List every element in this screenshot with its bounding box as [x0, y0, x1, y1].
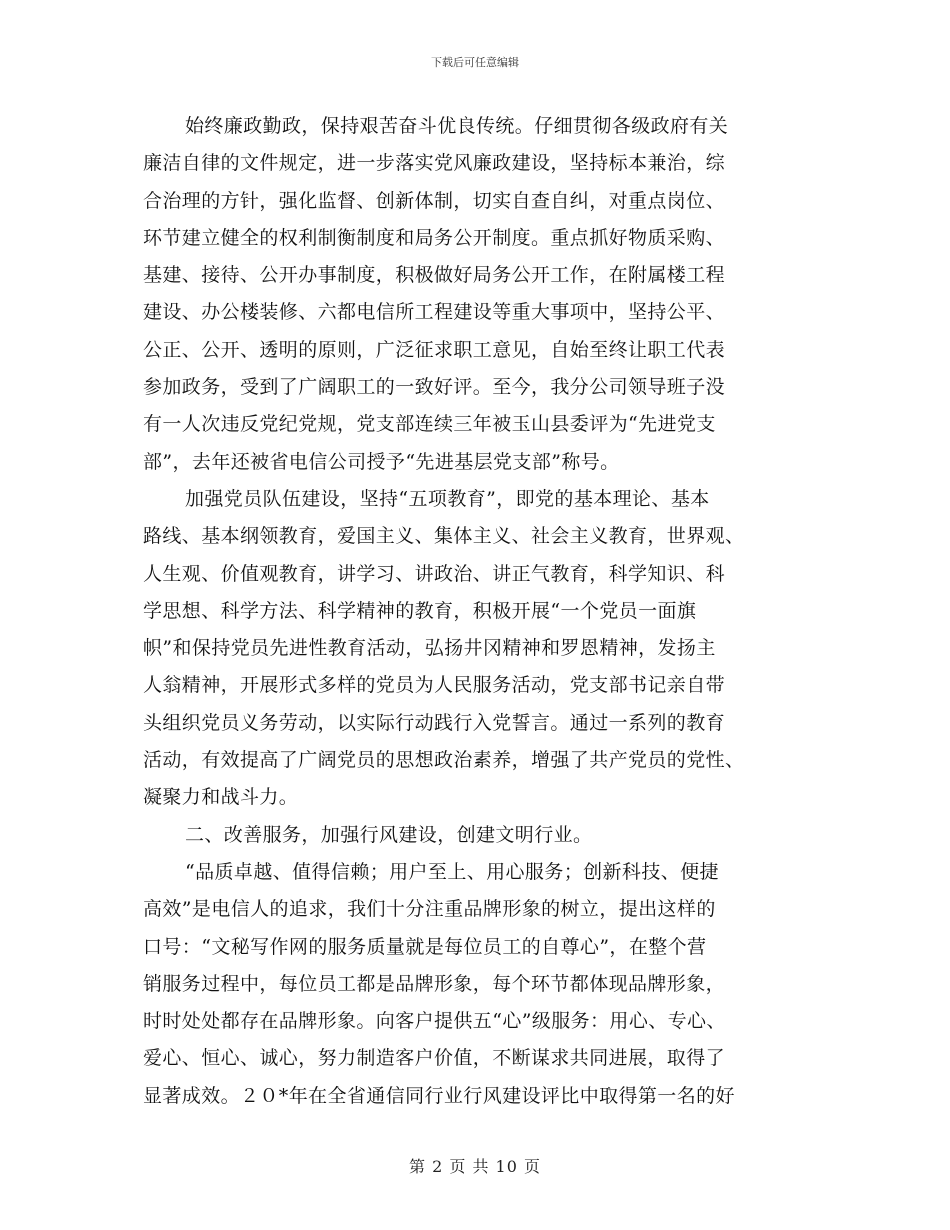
- paragraph-line: 帜”和保持党员先进性教育活动，弘扬井冈精神和罗恩精神，发扬主: [143, 637, 716, 660]
- section-heading: 二、改善服务，加强行风建设，创建文明行业。: [185, 823, 593, 846]
- paragraph-line: 爱心、恒心、诚心，努力制造客户价值，不断谋求共同进展，取得了: [143, 1047, 726, 1070]
- paragraph-line: 学思想、科学方法、科学精神的教育，积极开展“一个党员一面旗: [143, 599, 697, 622]
- paragraph-line: 凝聚力和战斗力。: [143, 786, 299, 809]
- paragraph-line: 活动，有效提高了广阔党员的思想政治素养，增强了共产党员的党性、: [143, 749, 745, 772]
- paragraph-line: 路线、基本纲领教育，爱国主义、集体主义、社会主义教育，世界观、: [143, 525, 745, 548]
- paragraph-line: 人生观、价值观教育，讲学习、讲政治、讲正气教育，科学知识、科: [143, 562, 726, 585]
- paragraph-line: 公正、公开、透明的原则，广泛征求职工意见，自始至终让职工代表: [143, 338, 726, 361]
- paragraph-line: “品质卓越、值得信赖；用户至上、用心服务；创新科技、便捷: [185, 860, 719, 883]
- document-body: [143, 108, 813, 1115]
- paragraph-line: 环节建立健全的权利制衡制度和局务公开制度。重点抓好物质采购、: [143, 226, 726, 249]
- paragraph-line: 参加政务，受到了广阔职工的一致好评。至今，我分公司领导班子没: [143, 376, 726, 399]
- paragraph-line: 时时处处都存在品牌形象。向客户提供五“心”级服务：用心、专心、: [143, 1010, 726, 1033]
- paragraph-line: 高效”是电信人的追求，我们十分注重品牌形象的树立，提出这样的: [143, 898, 716, 921]
- paragraph-line: 建设、办公楼装修、六都电信所工程建设等重大事项中，坚持公平、: [143, 301, 726, 324]
- paragraph-line: 口号：“文秘写作网的服务质量就是每位员工的自尊心”，在整个营: [143, 935, 707, 958]
- paragraph-line: 头组织党员义务劳动，以实际行动践行入党誓言。通过一系列的教育: [143, 711, 726, 734]
- paragraph-line: 销服务过程中，每位员工都是品牌形象，每个环节都体现品牌形象，: [143, 972, 726, 995]
- paragraph-line: 加强党员队伍建设，坚持“五项教育”，即党的基本理论、基本: [185, 487, 710, 510]
- paragraph-line: 部”，去年还被省电信公司授予“先进基层党支部”称号。: [143, 450, 620, 473]
- paragraph-line: 有一人次违反党纪党规，党支部连续三年被玉山县委评为“先进党支: [143, 413, 716, 436]
- paragraph-line: 显著成效。２０*年在全省通信同行业行风建设评比中取得第一名的好: [143, 1084, 735, 1107]
- paragraph-line: 人翁精神，开展形式多样的党员为人民服务活动，党支部书记亲自带: [143, 674, 726, 697]
- paragraph-line: 廉洁自律的文件规定，进一步落实党风廉政建设，坚持标本兼治，综: [143, 152, 726, 175]
- paragraph-line: 始终廉政勤政，保持艰苦奋斗优良传统。仔细贯彻各级政府有关: [185, 115, 729, 137]
- paragraph-line: 合治理的方针，强化监督、创新体制，切实自查自纠，对重点岗位、: [143, 189, 726, 212]
- page-number-footer: 第 2 页 共 10 页: [409, 1157, 541, 1176]
- paragraph-line: 基建、接待、公开办事制度，积极做好局务公开工作，在附属楼工程: [143, 264, 726, 287]
- page-header: 下载后可任意编辑: [431, 56, 519, 69]
